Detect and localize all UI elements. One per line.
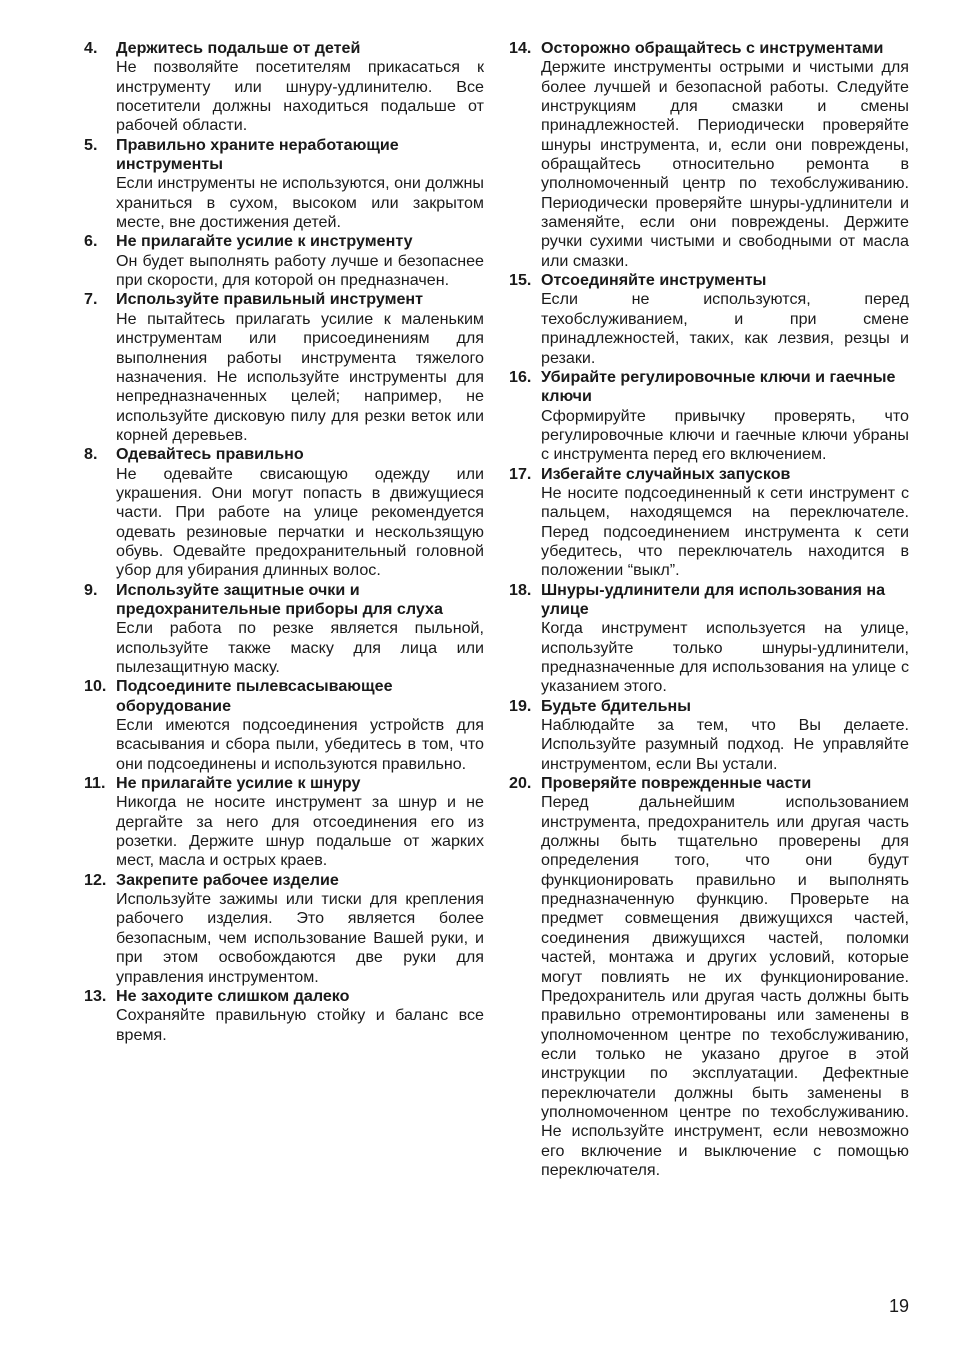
item-number: 15. [509,271,532,290]
item-title: Держитесь подальше от детей [116,39,361,57]
item-number: 8. [84,445,98,464]
item-title: Проверяйте поврежденные части [541,774,812,793]
item-body: Используйте зажимы или тиски для крепления рабочего изделия. Это является более безопасным, чем использование Вашей руки, и при этом освобождаются две руки для управления инструментом. [116,890,484,986]
list-item [509,39,909,271]
item-title: Не прилагайте усилие к инструменту [116,232,413,251]
page-number: 19 [888,1296,909,1316]
right-column [509,39,909,1180]
item-title: Используйте защитные очки и предохранительные приборы для слуха [116,580,443,618]
item-number: 19. [509,696,532,715]
item-body: Сформируйте привычку проверять, что регулировочные ключи и гаечные ключи убраны с инструмента перед его включением. [541,406,909,464]
item-number: 4. [84,39,98,57]
item-body: Не носите подсоединенный к сети инструмент с пальцем, находящемся на переключателе. Перед подсоединением инструмента к сети убедитесь, что переключатель находится в положении “выкл”. [541,483,909,580]
item-number: 6. [84,232,98,251]
item-body: Не одевайте свисающую одежду или украшения. Они могут попасть в движущиеся части. При работе на улице рекомендуется одевать резиновые перчатки и нескользящую обувь. Одевайте предохранительный головной убор для убирания длинных волос. [116,464,484,580]
list-item [84,677,484,774]
item-number: 9. [84,580,98,599]
list-item [509,697,909,774]
item-title: Избегайте случайных запусков [541,464,791,483]
item-body: Перед дальнейшим использованием инструмента, предохранитель или другая часть должны быть тщательно проверены для определения того, что они будут функционировать правильно и выполнять предназначенную функцию. Проверьте на предмет совмещения движущихся частей, соединения движущихся частей, поломки частей, монтажа и других условий, которые могут повлиять не их функционирование. Предохранитель или другая часть должны быть правильно отремонтированы или заменены в уполномоченном центре по техобслуживанию, если только не указано другое в этой инструкции по эксплуатации. Дефектные переключатели должны быть заменены в уполномоченном центре по техобслуживанию. Не используйте инструмент, если невозможно его включение и выключение с помощью переключателя. [541,793,909,1179]
item-body: Если не используются, перед техобслуживанием, и при смене принадлежностей, таких, как лезвия, резцы и резаки. [541,290,909,367]
item-title: Убирайте регулировочные ключи и гаечные ключи [541,367,896,406]
list-item [84,136,484,233]
list-item [509,368,909,465]
item-number: 11. [84,774,106,793]
list-item [509,271,909,368]
item-body: Когда инструмент используется на улице, используйте только шнуры-удлинители, предназначенные для использования на улице с указанием этого. [541,619,909,696]
list-item [84,445,484,580]
item-title: Закрепите рабочее изделие [116,870,339,889]
item-number: 14. [509,39,532,57]
item-number: 13. [84,986,107,1005]
item-body: Не позволяйте посетителям прикасаться к инструменту или шнуру-удлинителю. Все посетители должны находиться подальше от рабочей области. [116,58,484,135]
list-item [509,581,909,697]
item-number: 7. [84,290,98,309]
list-item [84,987,484,1045]
item-title: Шнуры-удлинители для использования на улице [541,580,886,618]
item-number: 10. [84,677,107,696]
item-number: 17. [509,464,532,483]
item-title: Отсоединяйте инструменты [541,271,767,290]
item-body: Сохраняйте правильную стойку и баланс все время. [116,1006,484,1044]
item-number: 5. [84,135,98,154]
item-body: Никогда не носите инструмент за шнур и не дергайте за него для отсоединения его из розетки. Держите шнур подальше от жарких мест, масла и острых краев. [116,793,484,870]
item-number: 18. [509,580,532,599]
item-body: Если работа по резке является пыльной, используйте также маску для лица или пылезащитную маску. [116,619,484,676]
item-number: 12. [84,870,107,889]
item-title: Подсоедините пылевсасывающее оборудование [116,677,393,715]
item-title: Будьте бдительны [541,696,691,715]
list-item [509,774,909,1180]
left-column [84,39,484,1045]
list-item [84,232,484,290]
item-title: Используйте правильный инструмент [116,290,424,309]
item-title: Осторожно обращайтесь с инструментами [541,39,884,57]
item-body: Не пытайтесь прилагать усилие к маленьким инструментам или присоединениям для выполнения работы инструмента тяжелого назначения. Не используйте инструменты для непредназначенных целей; например, не используйте дисковую пилу для резки веток или корней деревьев. [116,309,484,444]
item-number: 20. [509,774,532,793]
list-item [84,39,484,136]
item-body: Держите инструменты острыми и чистыми для более лучшей и безопасной работы. Следуйте инструкциям для смазки и смены принадлежностей. Периодически проверяйте шнуры инструмента, и, если они повреждены, обращайтесь относительно ремонта в уполномоченный центр по техобслуживанию. Периодически проверяйте шнуры-удлинители и заменяйте, если они повреждены. Держите ручки сухими чистыми и свободными от масла или смазки. [541,58,909,270]
list-item [84,774,484,871]
item-title: Правильно храните неработающие инструменты [116,135,399,174]
list-item [84,871,484,987]
list-item [84,581,484,678]
list-item [84,290,484,445]
item-body: Если инструменты не используются, они должны храниться в сухом, высоком или закрытом месте, вне достижения детей. [116,174,484,232]
item-title: Одевайтесь правильно [116,445,304,464]
item-number: 16. [509,367,532,386]
item-title: Не прилагайте усилие к шнуру [116,774,361,793]
list-item [509,465,909,581]
item-body: Если имеются подсоединения устройств для всасывания и сбора пыли, убедитесь в том, что они подсоединены и используются правильно. [116,716,484,773]
item-body: Наблюдайте за тем, что Вы делаете. Используйте разумный подход. Не управляйте инструментом, если Вы устали. [541,716,909,773]
item-body: Он будет выполнять работу лучше и безопаснее при скорости, для которой он предназначен. [116,251,484,290]
item-title: Не заходите слишком далеко [116,986,350,1005]
